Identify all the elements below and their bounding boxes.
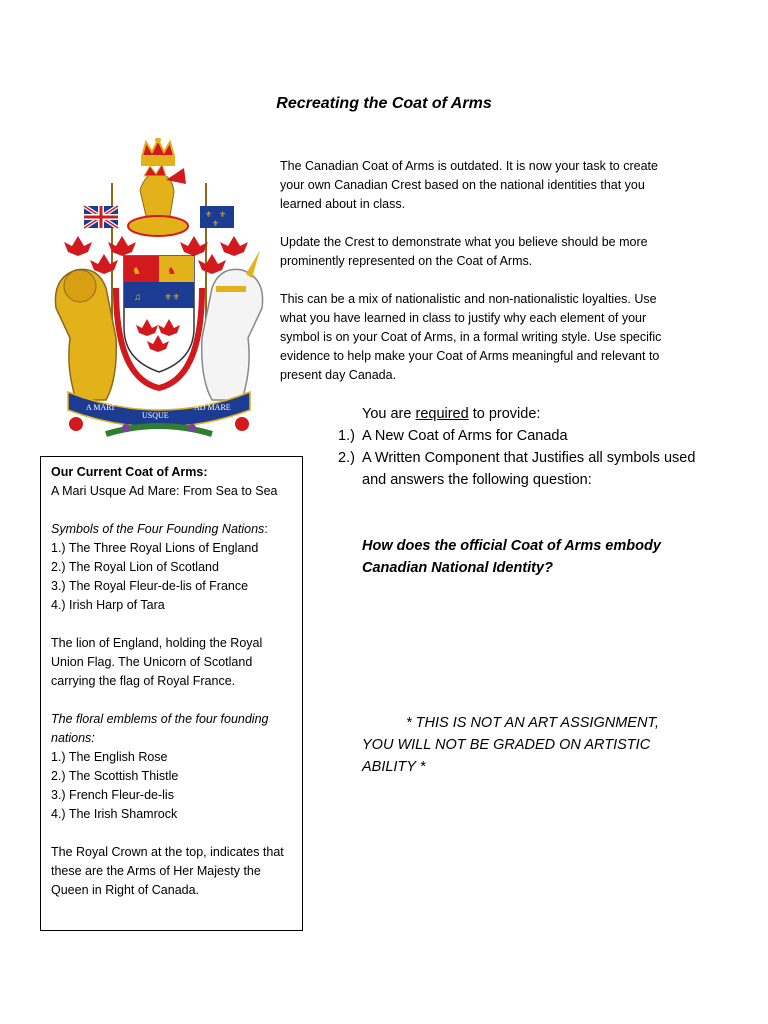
required-underline: required <box>415 406 469 422</box>
box-heading: Our Current Coat of Arms: <box>51 465 208 479</box>
floral-heading: The floral emblems of the four founding nations: <box>51 712 269 745</box>
list-item: 1.) The English Rose <box>51 750 168 764</box>
royal-france-flag-icon <box>200 206 234 228</box>
intro-paragraph-2: Update the Crest to demonstrate what you believe should be more prominently represented on the Coat of Arms. <box>280 235 648 268</box>
page-title: Recreating the Coat of Arms <box>276 95 492 112</box>
nations-heading: Symbols of the Four Founding Nations <box>51 522 265 536</box>
requirements <box>338 403 698 491</box>
list-item: 2.) The Royal Lion of Scotland <box>51 560 219 574</box>
svg-text:♞: ♞ <box>132 266 141 277</box>
union-flag-icon <box>84 206 118 228</box>
instructions <box>280 157 685 404</box>
requirements-lead: You are required to provide: <box>362 406 541 422</box>
requirement-item: 1.) A New Coat of Arms for Canada <box>338 428 568 444</box>
guiding-question: How does the official Coat of Arms embody Canadian National Identity? <box>362 538 661 576</box>
list-item: 4.) The Irish Shamrock <box>51 807 178 821</box>
supporters-text: The lion of England, holding the Royal Union Flag. The Unicorn of Scotland carrying the flag of Royal France. <box>51 636 263 688</box>
intro-paragraph-1: The Canadian Coat of Arms is outdated. It is now your task to create your own Canadian Crest based on the national identities that you learned about in class. <box>280 159 658 211</box>
list-item: 2.) The Scottish Thistle <box>51 769 179 783</box>
svg-text:⚜: ⚜ <box>219 210 227 219</box>
svg-text:⚜⚜: ⚜⚜ <box>164 292 181 302</box>
motto-text: A Mari Usque Ad Mare: From Sea to Sea <box>51 484 278 498</box>
intro-paragraph-3: This can be a mix of nationalistic and non-nationalistic loyalties. Use what you have learned in class to justify why each element of your symbol is on your Coat of Arms, in a formal writing style. Use specific evidence to help make your Coat of Arms meaningful and relevant to present day Canada. <box>280 292 662 382</box>
list-item: 1.) The Three Royal Lions of England <box>51 541 259 555</box>
svg-text:⚜: ⚜ <box>205 210 213 219</box>
lion-supporter-icon <box>55 269 116 400</box>
svg-text:♫: ♫ <box>134 292 142 303</box>
motto-word-3: AD MARE <box>194 403 231 412</box>
royal-crown-icon <box>141 138 175 166</box>
list-item: 3.) The Royal Fleur-de-lis of France <box>51 579 249 593</box>
shield-icon <box>124 256 194 372</box>
art-disclaimer: * THIS IS NOT AN ART ASSIGNMENT, YOU WILL NOT BE GRADED ON ARTISTIC ABILITY * <box>362 715 659 775</box>
crest-lion-icon <box>140 164 186 216</box>
motto-word-1: A MARI <box>86 403 115 412</box>
svg-text:♞: ♞ <box>167 266 176 277</box>
motto-word-2: USQUE <box>142 411 169 420</box>
requirement-item: 2.) A Written Component that Justifies all symbols used and answers the following question: <box>338 450 696 488</box>
svg-text:⚜: ⚜ <box>212 219 220 228</box>
crown-text: The Royal Crown at the top, indicates that these are the Arms of Her Majesty the Queen in Right of Canada. <box>51 845 284 897</box>
list-item: 3.) French Fleur-de-lis <box>51 788 174 802</box>
coat-of-arms-image <box>46 138 272 438</box>
current-coat-of-arms-box: Our Current Coat of Arms: A Mari Usque Ad Mare: From Sea to Sea Symbols of the Four Founding Nations: 1.) The Three Royal Lions of England 2.) The Royal Lion of Scotland 3.) The Royal Fleur-de-lis of France 4.) Irish Harp of Tara The lion of England, holding the Royal Union Flag. The Unicorn of Scotland carrying the flag of Royal France. The floral emblems of the four founding nations: 1.) The English Rose 2.) The Scottish Thistle 3.) French Fleur-de-lis 4.) The Irish Shamrock The Royal Crown at the top, indicates that these are the Arms of Her Majesty the Queen in Right of Canada. <box>40 456 303 931</box>
list-item: 4.) Irish Harp of Tara <box>51 598 165 612</box>
